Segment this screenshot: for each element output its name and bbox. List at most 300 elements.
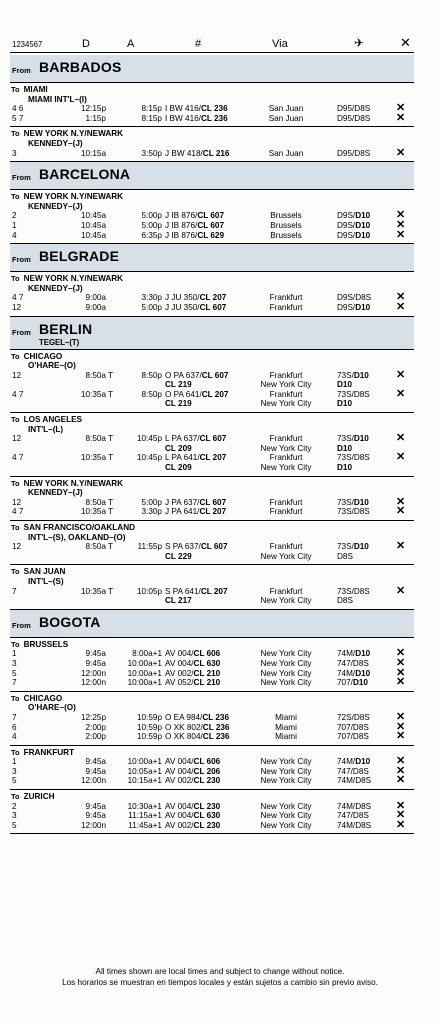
flight-number-connecting: CL 236: [202, 712, 230, 722]
to-label: To: [11, 415, 20, 425]
flight-row: [10, 218, 414, 231]
flight-numbers: [165, 659, 220, 668]
equipment-second: D10: [355, 220, 371, 230]
operating-days: 3: [12, 658, 17, 668]
departure-time: 12:00n: [80, 820, 106, 830]
flight-number-connecting: CL 219: [165, 399, 192, 409]
footer-note: [0, 966, 440, 988]
flight-numbers: [165, 114, 228, 123]
equipment-code: [337, 231, 370, 240]
to-label: To: [11, 792, 20, 802]
origin-header: [10, 610, 414, 638]
equipment-second: D10: [355, 668, 371, 678]
origin-header: [10, 244, 414, 272]
departure-airport-code: T: [108, 389, 114, 399]
flight-row: [10, 656, 414, 669]
flight-number-connecting: CL 607: [197, 220, 225, 230]
operating-days: 3: [12, 148, 17, 158]
equipment-second: D10: [355, 302, 371, 312]
cross-icon: ✕: [396, 584, 406, 597]
to-label: To: [11, 639, 20, 649]
destination-line: [10, 792, 414, 802]
flight-row: [10, 776, 414, 786]
flight-number-connecting: CL 207: [199, 453, 227, 463]
origin-header: [10, 55, 414, 83]
arrival-time: 8:15p: [141, 113, 162, 123]
via-city: New York City: [260, 668, 312, 678]
cross-icon: ✕: [396, 656, 406, 669]
to-label: To: [11, 351, 20, 361]
flight-number-connecting: CL 219: [165, 380, 192, 390]
to-label: To: [11, 567, 20, 577]
destination-city: ZURICH: [23, 792, 55, 802]
flight-number-partner: I BW 416/: [165, 113, 201, 123]
flight-numbers: [165, 463, 192, 472]
flight-row: [10, 764, 414, 777]
destination-city: MIAMI: [23, 85, 48, 94]
departure-time: 9:00a: [85, 302, 106, 312]
equipment-first: D95/D8S: [337, 113, 371, 123]
cross-icon: ✕: [396, 102, 406, 115]
flight-number-partner: O EA 984/: [165, 712, 203, 722]
flight-numbers: [165, 453, 226, 462]
flight-numbers: [165, 371, 228, 380]
equipment-code: [337, 776, 371, 785]
departure-time: 12:00n: [80, 776, 106, 786]
operating-days: 12: [12, 302, 22, 312]
destination-line: [10, 129, 414, 139]
flight-number-partner: J PA 641/: [165, 507, 200, 517]
equipment-code: [337, 542, 369, 551]
equipment-first: 707/D8S: [337, 722, 369, 732]
destination-block: [10, 565, 414, 608]
flight-number-connecting: CL 207: [199, 507, 227, 517]
equipment-code: [337, 463, 352, 472]
flight-numbers: [165, 802, 220, 811]
departure-time: 10:45a: [80, 220, 106, 230]
flight-number-partner: AV 002/: [165, 820, 194, 830]
equipment-code: [337, 149, 370, 158]
via-city: San Juan: [268, 148, 304, 158]
departure-time: 2:00p: [85, 732, 106, 742]
via-city: Frankfurt: [269, 293, 303, 303]
cross-icon: ✕: [396, 209, 406, 222]
via-city: Frankfurt: [269, 542, 303, 552]
cross-icon: ✕: [396, 720, 406, 733]
operating-days: 4 7: [12, 507, 24, 517]
via-city: Brussels: [270, 230, 302, 240]
flight-number-partner: AV 004/: [165, 649, 194, 659]
operating-days: 12: [12, 370, 22, 380]
cross-icon: ✕: [396, 387, 406, 400]
origin-city: BARBADOS: [39, 59, 122, 75]
destination-airport: INT'L–(S), OAKLAND–(O): [28, 532, 126, 542]
arrival-time: 8:00a+1: [132, 649, 162, 659]
cross-icon: ✕: [396, 764, 406, 777]
arrival-time: 5:00p: [141, 211, 162, 221]
flight-number-partner: L PA 641/: [165, 453, 200, 463]
equipment-second: D10: [353, 434, 369, 444]
flight-numbers: [165, 757, 220, 766]
flight-row: [10, 228, 414, 241]
via-city: New York City: [260, 551, 312, 561]
via-city: New York City: [260, 820, 312, 830]
destination-airport: O'HARE–(O): [28, 703, 76, 713]
destination-line: [10, 479, 414, 489]
destination-line: [10, 567, 414, 577]
equipment-first: 74M/D8S: [337, 776, 372, 786]
flight-number-connecting: CL 209: [165, 443, 192, 453]
flight-row: [10, 811, 414, 821]
destination-line: [10, 748, 414, 758]
flight-number-partner: AV 004/: [165, 811, 194, 821]
equipment-first: 73S/D8S: [337, 389, 370, 399]
departure-airport-code: T: [108, 453, 114, 463]
departure-time: 9:45a: [85, 658, 106, 668]
equipment-first: D9S/D8S: [337, 293, 372, 303]
cross-icon: ✕: [396, 818, 406, 831]
via-column-header: Via: [272, 38, 288, 50]
operating-days: 4 7: [12, 389, 24, 399]
cross-icon: ✕: [396, 368, 406, 381]
destination-block: [10, 692, 414, 746]
arrival-time: 10:05p: [136, 586, 162, 596]
origin-city: BELGRADE: [39, 248, 120, 265]
column-header: [10, 37, 414, 53]
flight-numbers: [165, 649, 220, 658]
via-city: New York City: [260, 766, 312, 776]
flight-number-connecting: CL 607: [199, 302, 227, 312]
flight-row: [10, 710, 414, 723]
departure-time: 9:00a: [85, 293, 106, 303]
operating-days: 2: [12, 801, 17, 811]
arrival-time: 8:50p: [141, 370, 162, 380]
departure-time: 10:35a: [80, 586, 106, 596]
arrival-time: 5:00p: [141, 302, 162, 312]
destination-block: [10, 521, 414, 565]
equipment-code: [337, 371, 369, 380]
origin-section: [10, 55, 414, 162]
equipment-first: D9S/: [337, 211, 356, 221]
arrival-time: 11:55p: [137, 542, 162, 552]
equipment-first: 74M/: [337, 757, 356, 767]
footer-note-english: All times shown are local times and subject to change without notice.: [95, 967, 345, 976]
cross-icon: ✕: [396, 666, 406, 679]
flight-numbers: [165, 380, 192, 389]
arrival-time: 10:30a+1: [127, 801, 162, 811]
flight-number-partner: AV 002/: [165, 668, 194, 678]
departure-time: 1:15p: [85, 113, 106, 123]
via-city: Frankfurt: [269, 453, 303, 463]
arrival-time: 10:00a+1: [127, 668, 162, 678]
flight-numbers: [165, 399, 192, 408]
via-city: Frankfurt: [269, 586, 303, 596]
departure-time: 10:35a: [80, 389, 106, 399]
flight-number-connecting: CL 236: [200, 104, 228, 114]
equipment-first: D9S/: [337, 230, 356, 240]
destination-line: [10, 523, 414, 533]
flight-number-partner: J IB 876/: [165, 220, 198, 230]
equipment-code: [337, 649, 370, 658]
departure-airport-code: T: [108, 507, 114, 517]
via-city: New York City: [260, 658, 312, 668]
destination-city: NEW YORK N.Y/NEWARK: [23, 129, 124, 139]
from-label: From: [12, 255, 31, 265]
arrival-time: 10:00a+1: [127, 658, 162, 668]
destination-block: [10, 350, 414, 414]
flight-number-connecting: CL 216: [202, 148, 230, 158]
via-city: New York City: [260, 757, 312, 767]
equipment-second: D10: [337, 463, 353, 473]
operating-days: 7: [12, 678, 17, 688]
flight-numbers: [165, 303, 226, 312]
flight-numbers: [165, 669, 220, 678]
cross-icon: ✕: [396, 451, 406, 464]
flight-numbers: [165, 713, 229, 722]
departure-time: 9:45a: [85, 766, 106, 776]
to-label: To: [11, 129, 20, 139]
equipment-second: D10: [337, 399, 353, 409]
destination-airport: O'HARE–(O): [28, 361, 76, 371]
arrival-time: 8:50p: [141, 389, 162, 399]
flight-row: [10, 495, 414, 508]
destination-airport: KENNEDY–(J): [28, 201, 83, 211]
flight-row: [10, 380, 414, 390]
flight-row: [10, 434, 414, 444]
flight-numbers: [165, 776, 220, 785]
departure-time: 9:45a: [85, 801, 106, 811]
operating-days: 4 7: [12, 453, 24, 463]
equipment-code: [337, 507, 370, 516]
equipment-code: [337, 380, 352, 389]
flight-row: [10, 542, 414, 552]
flight-number-partner: L PA 637/: [165, 434, 200, 444]
flight-number-connecting: CL 210: [193, 678, 221, 688]
operating-days: 4 7: [12, 293, 24, 303]
flight-row: [10, 666, 414, 679]
equipment-code: [337, 811, 369, 820]
arrival-time: 8:15p: [141, 104, 162, 114]
arrival-time: 3:30p: [141, 293, 162, 303]
flight-numbers: [165, 678, 220, 687]
equipment-first: 73S/D8S: [337, 507, 370, 517]
equipment-first: 73S/D8S: [337, 586, 370, 596]
equipment-first: 73S/D8S: [337, 453, 370, 463]
equipment-code: [337, 399, 352, 408]
operating-days: 7: [12, 586, 17, 596]
operating-days: 4: [12, 732, 17, 742]
arrival-time: 11:15a+1: [128, 811, 162, 821]
equipment-code: [337, 713, 370, 722]
cross-icon: ✕: [396, 799, 406, 812]
destination-line: [10, 352, 414, 362]
to-label: To: [11, 478, 20, 488]
equipment-first: 73S/: [337, 497, 354, 507]
arrival-time: 10:59p: [136, 732, 162, 742]
cross-icon: ✕: [396, 146, 406, 159]
operating-days: 1: [12, 757, 17, 767]
flight-number-connecting: CL 207: [201, 389, 229, 399]
departure-time: 9:45a: [85, 649, 106, 659]
destination-block: [10, 477, 414, 521]
destination-block: [10, 638, 414, 692]
arrival-time: 10:59p: [136, 712, 162, 722]
equipment-first: 74M/D8S: [337, 820, 372, 830]
equipment-code: [337, 453, 370, 462]
arrival-time: 10:45p: [136, 453, 162, 463]
destination-city: NEW YORK N.Y/NEWARK: [23, 192, 124, 202]
cross-icon: ✕: [396, 774, 406, 787]
equipment-second: D10: [352, 678, 368, 688]
operating-days: 12: [12, 497, 22, 507]
flight-numbers: [165, 507, 226, 516]
footer-note-spanish: Los horarios se muestran en tiempos locales y están sujetos a cambio sin previo aviso.: [62, 978, 378, 988]
arrival-time: 6:35p: [141, 230, 162, 240]
airplane-icon: ✈: [354, 36, 365, 50]
equipment-second: D10: [337, 380, 353, 390]
destination-line: [10, 192, 414, 202]
flight-row: [10, 507, 414, 517]
flight-numbers: [165, 104, 228, 113]
flight-row: [10, 146, 414, 159]
origin-city: BOGOTA: [39, 613, 101, 630]
flight-row: [10, 111, 414, 124]
equipment-code: [337, 596, 353, 605]
origin-section: [10, 244, 414, 316]
flight-number-partner: AV 052/: [165, 678, 194, 688]
flight-number-partner: AV 004/: [165, 658, 194, 668]
arrival-time: 10:45p: [136, 434, 162, 444]
equipment-code: [337, 821, 371, 830]
cross-icon: ✕: [396, 755, 406, 768]
via-city: Miami: [275, 732, 297, 742]
departure-time: 10:35a: [80, 453, 106, 463]
destination-airport: KENNEDY–(J): [28, 488, 83, 498]
destination-line: [10, 640, 414, 650]
flight-numbers: [165, 767, 220, 776]
arrival-time: 5:00p: [141, 220, 162, 230]
via-city: Miami: [275, 722, 297, 732]
via-city: New York City: [260, 801, 312, 811]
flight-row: [10, 799, 414, 812]
flight-number-connecting: CL 209: [165, 463, 192, 473]
flight-number-connecting: CL 210: [193, 668, 221, 678]
cross-icon: ✕: [396, 432, 406, 445]
departure-airport-code: T: [108, 434, 114, 444]
departure-time: 12:00n: [80, 678, 106, 688]
equipment-first: D9S/: [337, 302, 356, 312]
departure-time: 9:45a: [85, 811, 106, 821]
operating-days: 4 6: [12, 104, 24, 114]
via-city: New York City: [260, 776, 312, 786]
equipment-code: [337, 659, 369, 668]
via-city: Frankfurt: [269, 302, 303, 312]
equipment-code: [337, 303, 370, 312]
departure-time: 9:45a: [85, 757, 106, 767]
cross-icon: ✕: [396, 710, 406, 723]
timetable-body: [10, 55, 414, 834]
flight-numbers: [165, 732, 229, 741]
destination-city: NEW YORK N.Y/NEWARK: [23, 274, 124, 284]
flight-numbers: [165, 444, 192, 453]
flight-row: [10, 720, 414, 733]
flight-number-connecting: CL 607: [199, 497, 227, 507]
cross-icon: ✕: [396, 495, 406, 508]
cross-icon: ✕: [396, 676, 406, 689]
flight-row: [10, 387, 414, 400]
flight-number-partner: J IB 876/: [165, 230, 198, 240]
origin-city: BARCELONA: [39, 166, 131, 183]
destination-city: SAN FRANCISCO/OAKLAND: [23, 523, 136, 532]
origin-section: [10, 317, 414, 610]
destination-airport: KENNEDY–(J): [28, 283, 83, 293]
origin-section: [10, 610, 414, 835]
equipment-code: [337, 587, 370, 596]
flight-number-partner: O XK 804/: [165, 732, 203, 742]
flight-numbers: [165, 596, 192, 605]
destination-line: [10, 274, 414, 284]
operating-days: 3: [12, 811, 17, 821]
flight-numbers: [165, 723, 229, 732]
equipment-code: [337, 444, 352, 453]
destination-city: CHICAGO: [23, 693, 63, 703]
flight-number-column-header: #: [195, 38, 202, 50]
equipment-first: 74M/: [337, 668, 356, 678]
departure-time: 12:15p: [80, 104, 106, 114]
cross-icon: ✕: [396, 228, 406, 241]
destination-block: [10, 127, 414, 161]
equipment-code: [337, 802, 371, 811]
flight-number-connecting: CL 217: [165, 596, 192, 606]
via-city: Frankfurt: [269, 434, 303, 444]
from-label: From: [12, 620, 31, 630]
cross-icon: ✕: [396, 505, 406, 518]
flight-number-connecting: CL 607: [199, 434, 227, 444]
flight-row: [10, 293, 414, 303]
flight-number-partner: J BW 418/: [165, 148, 203, 158]
equipment-first: 73S/: [337, 370, 354, 380]
via-city: New York City: [260, 678, 312, 688]
flight-number-connecting: CL 207: [200, 586, 228, 596]
departure-airport-code: T: [108, 542, 114, 552]
departure-time: 10:35a: [80, 507, 106, 517]
via-city: Frankfurt: [269, 370, 303, 380]
cross-icon: ✕: [400, 35, 411, 50]
equipment-first: 73S/: [337, 434, 354, 444]
via-city: New York City: [260, 811, 312, 821]
equipment-code: [337, 434, 369, 443]
flight-number-partner: I BW 416/: [165, 104, 201, 114]
departure-time: 10:15a: [80, 148, 106, 158]
operating-days: 5: [12, 668, 17, 678]
equipment-first: 72S/D8S: [337, 712, 370, 722]
flight-number-connecting: CL 607: [200, 542, 228, 552]
destination-city: LOS ANGELES: [23, 415, 82, 425]
destination-block: [10, 790, 414, 833]
equipment-second: D10: [355, 757, 371, 767]
equipment-first: 707/: [337, 678, 353, 688]
flight-number-connecting: CL 629: [197, 230, 225, 240]
equipment-first: 707/D8S: [337, 732, 369, 742]
from-label: From: [12, 66, 31, 75]
arrival-time: 10:00a+1: [127, 757, 162, 767]
equipment-second: D10: [353, 497, 369, 507]
flight-numbers: [165, 434, 226, 443]
flight-row: [10, 399, 414, 409]
flight-number-connecting: CL 236: [202, 732, 230, 742]
equipment-code: [337, 498, 369, 507]
origin-city: BERLIN: [39, 320, 93, 337]
